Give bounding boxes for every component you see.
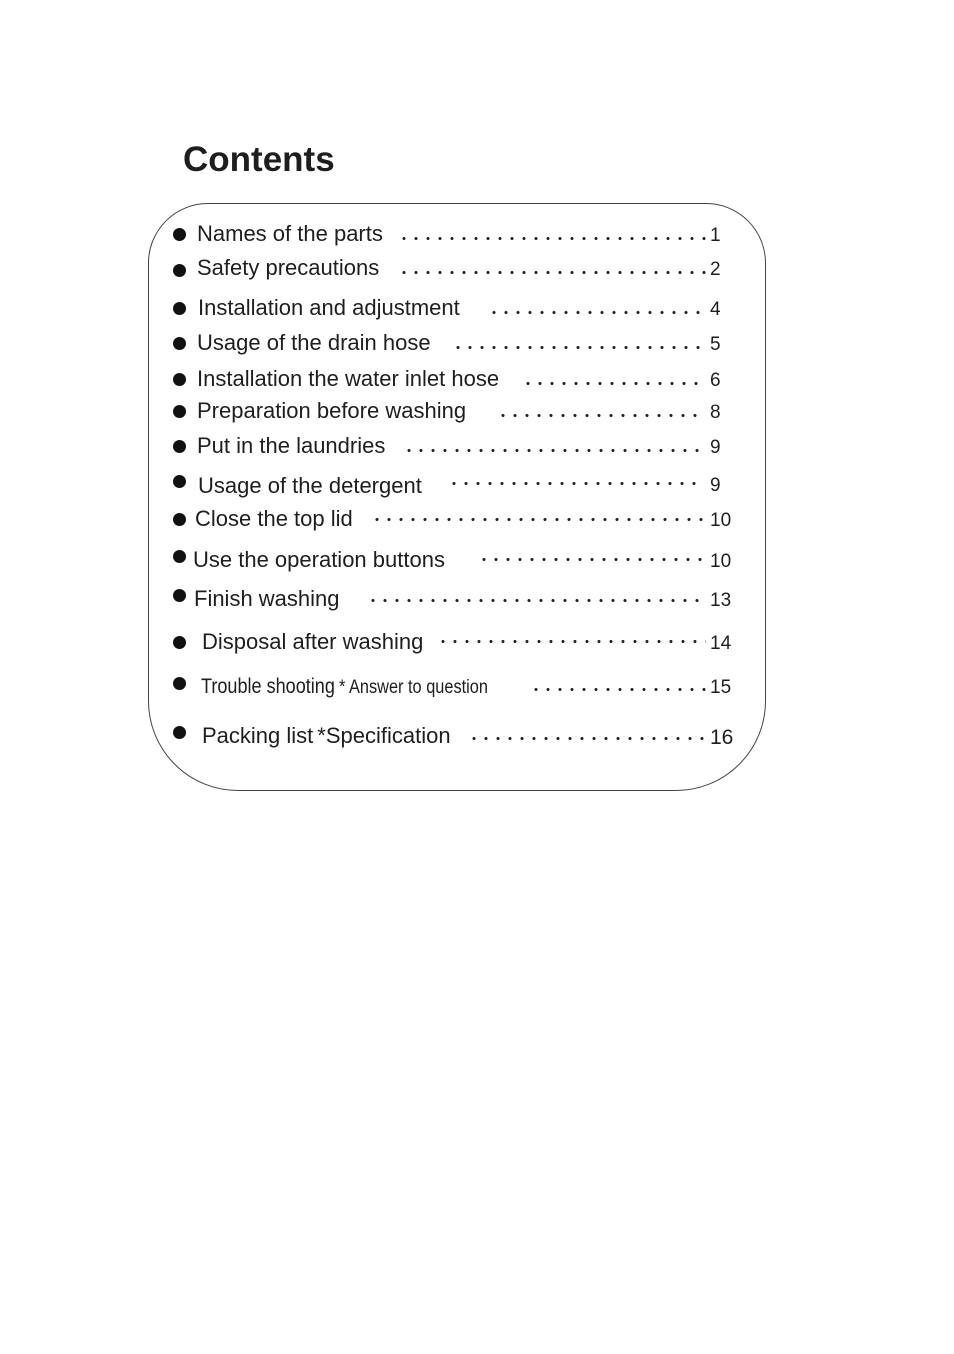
toc-entry-page: 2 [710,259,721,280]
bullet-icon [173,513,186,526]
toc-entry[interactable] [0,545,954,575]
bullet-icon [173,337,186,350]
bullet-icon [173,726,186,739]
toc-entry[interactable] [0,293,954,323]
bullet-icon [173,475,186,488]
toc-entry-label-main: Packing list [202,723,314,748]
toc-entry-label [201,671,512,703]
leader-dots [488,311,706,314]
toc-entry-label: Safety precautions [197,255,380,280]
leader-dots [403,449,702,452]
toc-entry-page: 9 [710,475,721,496]
toc-entry-page: 5 [710,334,721,355]
toc-entry[interactable] [0,671,954,701]
toc-entry-label: Preparation before washing [197,398,467,423]
toc-entry-label: Close the top lid [195,506,353,531]
toc-entry[interactable] [0,253,954,283]
toc-entry[interactable] [0,396,954,426]
bullet-icon [173,373,186,386]
toc-entry-page: 10 [710,551,732,572]
leader-dots [437,640,706,643]
toc-entry-page: 14 [710,633,732,654]
leader-dots [398,237,706,240]
toc-entry-label: Names of the parts [197,221,383,246]
toc-entry-label: Usage of the drain hose [197,330,431,355]
bullet-icon [173,302,186,315]
toc-entry-page: 4 [710,299,721,320]
toc-entry-label-extra: * Answer to question [338,677,488,698]
bullet-icon [173,440,186,453]
bullet-icon [173,228,186,241]
bullet-icon [173,677,186,690]
leader-dots [497,414,702,417]
leader-dots [530,688,706,691]
toc-entry[interactable] [0,364,954,394]
leader-dots [468,737,706,740]
toc-entry[interactable] [0,721,954,751]
page-title: Contents [183,140,335,179]
toc-entry[interactable] [0,219,954,249]
bullet-icon [173,636,186,649]
toc-entry-page: 10 [710,510,732,531]
toc-entry-page: 9 [710,437,721,458]
toc-entry-page: 6 [710,370,721,391]
toc-entry[interactable] [0,504,954,534]
leader-dots [522,382,702,385]
toc-entry-page: 13 [710,590,732,611]
toc-entry-label: Use the operation buttons [193,547,445,572]
toc-entry[interactable] [0,469,954,499]
toc-entry-label-extra: *Specification [317,723,451,748]
bullet-icon [173,589,186,602]
toc-entry[interactable] [0,627,954,657]
leader-dots [371,518,706,521]
toc-entry-label [202,721,451,751]
bullet-icon [173,550,186,563]
toc-entry[interactable] [0,584,954,614]
leader-dots [367,599,702,602]
toc-entry-label: Installation and adjustment [198,295,460,320]
toc-entry-label: Installation the water inlet hose [197,366,500,391]
toc-entry-label: Usage of the detergent [198,473,422,498]
toc-entry-page: 1 [710,225,721,246]
toc-entry-page: 8 [710,402,721,423]
bullet-icon [173,405,186,418]
toc-entry-page: 15 [710,677,732,698]
leader-dots [398,271,706,274]
leader-dots [452,346,706,349]
toc-entry-page: 16 [710,726,734,749]
leader-dots [478,558,706,561]
leader-dots [448,482,702,485]
toc-entry-label-main: Trouble shooting [201,675,335,698]
bullet-icon [173,264,186,277]
toc-entry[interactable] [0,431,954,461]
toc-entry[interactable] [0,328,954,358]
toc-entry-label: Put in the laundries [197,433,386,458]
toc-entry-label: Disposal after washing [202,629,424,654]
toc-entry-label: Finish washing [194,586,340,611]
